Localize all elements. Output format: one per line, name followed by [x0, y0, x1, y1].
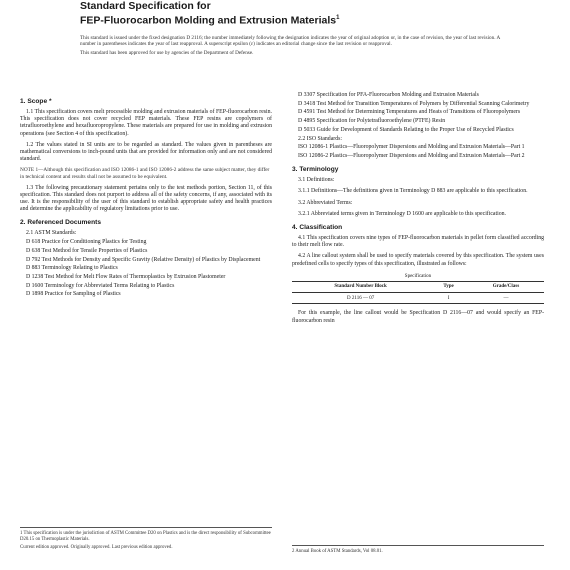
reference-item: D 3418 Test Method for Transition Temperatures of Polymers by Differential Scanning Calorimetry — [298, 100, 530, 107]
paragraph: 3.2 Abbreviated Terms: — [298, 199, 353, 206]
reference-item: D 4895 Specification for Polytetrafluoroethylene (PTFE) Resin — [298, 118, 446, 125]
title-line-2 — [80, 12, 500, 27]
paragraph: 3.1.1 Definitions—The definitions given in Terminology D 883 are applicable to this specification. — [298, 188, 528, 195]
table-row — [292, 293, 544, 304]
paragraph: 4.2 A line callout system shall be used to specify materials covered by this specification. The system uses predefined cells to specify types of this specification, illustrated as follows: — [292, 253, 544, 267]
reference-item: D 4591 Test Method for Determining Temperatures and Heats of Transitions of Fluoropolymers — [298, 109, 521, 116]
table-cell: I — [429, 293, 468, 304]
left-column — [20, 92, 272, 303]
standard-notice — [80, 35, 500, 57]
reference-list — [20, 230, 272, 298]
table-header-cell: Standard Number Block — [292, 281, 429, 292]
reference-item: D 618 Practice for Conditioning Plastics for Testing — [26, 239, 147, 246]
callout-table — [292, 272, 544, 305]
paragraph: 1.2 The values stated in SI units are to be regarded as standard. The values given in parentheses are mathematical conversions to inch-pound units that are provided for information only and are not considered standard. — [20, 141, 272, 163]
reference-item: D 1600 Terminology for Abbreviated Terms Relating to Plastics — [26, 282, 175, 289]
table-header-cell: Grade/Class — [468, 281, 544, 292]
reference-item: ISO 12086-2 Plastics—Fluoropolymer Dispersions and Molding and Extrusion Materials—Part 2 — [298, 152, 525, 159]
reference-item: D 638 Test Method for Tensile Properties of Plastics — [26, 247, 148, 254]
reference-item: D 3307 Specification for PFA-Fluorocarbon Molding and Extrusion Materials — [298, 92, 479, 98]
title-line-1: Standard Specification for — [80, 0, 211, 12]
section-heading-scope: 1. Scope * — [20, 98, 52, 105]
section-heading-terminology: 3. Terminology — [292, 166, 339, 174]
right-footnotes — [292, 545, 544, 557]
table-header-cell: Type — [429, 281, 468, 292]
right-column — [292, 92, 544, 329]
document-header — [80, 0, 500, 60]
table-cell: — — [468, 293, 544, 304]
paragraph: For this example, the line callout would be Specification D 2116—07 and would specify an FEP-fluorocarbon resin — [292, 310, 544, 324]
reference-item: ISO 12086-1 Plastics—Fluoropolymer Dispersions and Molding and Extrusion Materials—Part 1 — [298, 144, 525, 151]
paragraph: 4.1 This specification covers nine types of FEP-fluorocarbon materials in pellet form classified according to their melt flow rate. — [292, 234, 544, 249]
reference-item: D 1898 Practice for Sampling of Plastics — [26, 291, 121, 298]
paragraph: 3.2.1 Abbreviated terms given in Terminology D 1600 are applicable to this specification. — [298, 210, 506, 217]
note: NOTE 1—Although this specification and ISO 12086-1 and ISO 12086-2 address the same subject matter, they differ in technical content and results shall not be assumed to be equivalent. — [20, 167, 270, 181]
reference-item: D 883 Terminology Relating to Plastics — [26, 265, 118, 272]
reference-item: D 792 Test Methods for Density and Specific Gravity (Relative Density) of Plastics by Displacement — [26, 256, 261, 263]
notice-paragraph: This standard is issued under the fixed designation D 2116; the number immediately following the designation indicates the year of original adoption or, in the case of revision, the year of last revision. A number in parentheses indicates the year of last reapproval. A superscript epsilon (ε) indicates an editorial change since the last revision or reapproval. — [80, 34, 500, 47]
reference-item: 2.1 ASTM Standards: — [26, 230, 77, 237]
left-footnotes — [20, 527, 272, 553]
reference-list-continued — [292, 92, 544, 160]
notice-paragraph: This standard has been approved for use by agencies of the Department of Defense. — [80, 50, 254, 57]
table-caption: Specification — [404, 273, 432, 279]
footnote: Current edition approved. Originally approved. Last previous edition approved. — [20, 545, 173, 550]
footnote: 2 Annual Book of ASTM Standards, Vol 08.01. — [292, 549, 383, 554]
paragraph: 3.1 Definitions: — [298, 177, 335, 184]
table-cell: D 2116 — 07 — [292, 293, 429, 304]
title-footnote-marker: 1 — [336, 15, 340, 21]
footnote: 1 This specification is under the jurisdiction of ASTM Committee D20 on Plastics and is the direct responsibility of Subcommittee D20.15 on Thermoplastic Materials. — [20, 531, 271, 542]
paragraph: 1.3 The following precautionary statement pertains only to the test methods portion, Section 11, of this specification. This standard does not purport to address all of the safety concerns, if any, associated with its use. It is the responsibility of the user of this standard to establish appropriate safety and health practices and determine the applicability of regulatory limitations prior to use. — [20, 184, 272, 213]
section-heading-referenced-documents: 2. Referenced Documents — [20, 219, 101, 227]
paragraph: 1.1 This specification covers melt processible molding and extrusion materials of FEP-fluorocarbon resin. This specification does not cover recycled FEP materials. These FEP resins are copolymers of tetrafluoroethylene and hexafluoropropylene. These materials are prepared for use in molding and extrusion operations (see Section 4 of this specification). — [20, 109, 272, 137]
reference-item: 2.2 ISO Standards: — [298, 135, 342, 142]
reference-item: D 5033 Guide for Development of Standards Relating to the Proper Use of Recycled Plastics — [298, 126, 514, 133]
section-heading-classification: 4. Classification — [292, 223, 343, 231]
reference-item: D 1238 Test Method for Melt Flow Rates of Thermoplastics by Extrusion Plastometer — [26, 273, 226, 280]
title-text: FEP-Fluorocarbon Molding and Extrusion Materials — [80, 14, 337, 27]
